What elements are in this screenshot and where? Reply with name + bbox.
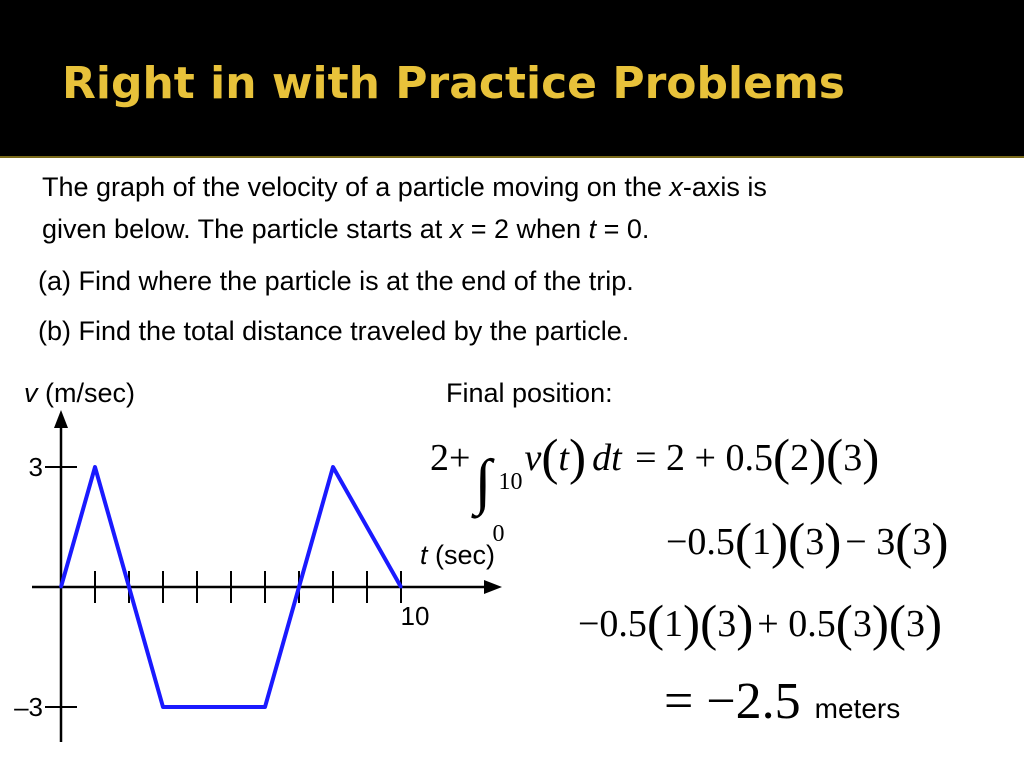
problem-line-2-b: = 2 when (463, 214, 589, 244)
integral-upper-limit: 10 (498, 469, 523, 495)
eq2-a: −0.5 (666, 521, 735, 563)
y-tick-label-3: 3 (28, 452, 43, 482)
equation-line-2: −0.5(1)(3) − 3(3) (666, 513, 949, 571)
eq1-rhs: = 2 + 0.5 (635, 437, 773, 479)
eq1-dt: dt (592, 437, 622, 479)
eq3-f1: 1 (664, 603, 684, 645)
problem-line-2 (42, 214, 649, 245)
data-point-2 (162, 706, 165, 709)
problem-line-1-b: -axis is (682, 172, 767, 202)
problem-line-1-a: The graph of the velocity of a particle moving on the (42, 172, 670, 202)
integral-lower-limit: 0 (492, 521, 505, 547)
eq2-f2: 3 (805, 521, 825, 563)
eq2-f3: 3 (912, 521, 932, 563)
eq1-f1: 2 (790, 437, 810, 479)
y-tick-label-neg3: –3 (14, 692, 43, 722)
problem-line-2-c: = 0. (596, 214, 650, 244)
eq2-b: − 3 (845, 521, 896, 563)
problem-line-1 (42, 172, 767, 203)
y-axis-var: v (24, 378, 38, 408)
problem-var-x2: x (449, 214, 464, 244)
x-axis-var: t (420, 540, 428, 570)
eq1-const: 2+ (430, 437, 471, 479)
integral-symbol-icon: ∫ (474, 448, 492, 516)
part-a: (a) Find where the particle is at the end of the trip. (38, 266, 634, 296)
solution-heading: Final position: (446, 378, 613, 408)
data-point-1 (94, 466, 97, 469)
eq3-a: −0.5 (578, 603, 647, 645)
slide-title: Right in with Practice Problems (62, 58, 845, 109)
x-axis-arrow-icon (484, 580, 502, 594)
eq2-f1: 1 (752, 521, 772, 563)
equation-result (664, 670, 900, 741)
data-point-5 (400, 586, 403, 589)
eq1-arg: t (558, 437, 569, 479)
x-tick-label-10: 10 (400, 601, 430, 631)
y-axis-arrow-icon (54, 410, 68, 428)
equation-line-1: 2+ ∫ 10 0 v(t) dt = 2 + 0.5(2)(3) (430, 428, 879, 488)
title-bar (0, 0, 1024, 158)
problem-var-t: t (588, 214, 597, 244)
equation-line-3: −0.5(1)(3) + 0.5(3)(3) (578, 595, 943, 653)
result-unit: meters (814, 693, 901, 724)
eq1-f2: 3 (843, 437, 863, 479)
data-point-4 (332, 466, 335, 469)
x-axis-unit: (sec) (427, 540, 496, 570)
velocity-chart (0, 360, 523, 760)
eq3-f3: 3 (852, 603, 872, 645)
eq3-f2: 3 (717, 603, 737, 645)
data-point-0 (60, 586, 63, 589)
result-value: = −2.5 (664, 673, 801, 730)
problem-var-x: x (669, 172, 683, 202)
eq1-integrand: v (524, 437, 542, 479)
data-point-3 (264, 706, 267, 709)
problem-line-2-a: given below. The particle starts at (42, 214, 450, 244)
eq3-b: + 0.5 (757, 603, 836, 645)
part-b: (b) Find the total distance traveled by the particle. (38, 316, 630, 346)
eq3-f4: 3 (906, 603, 925, 645)
y-axis-unit: (m/sec) (37, 378, 135, 408)
